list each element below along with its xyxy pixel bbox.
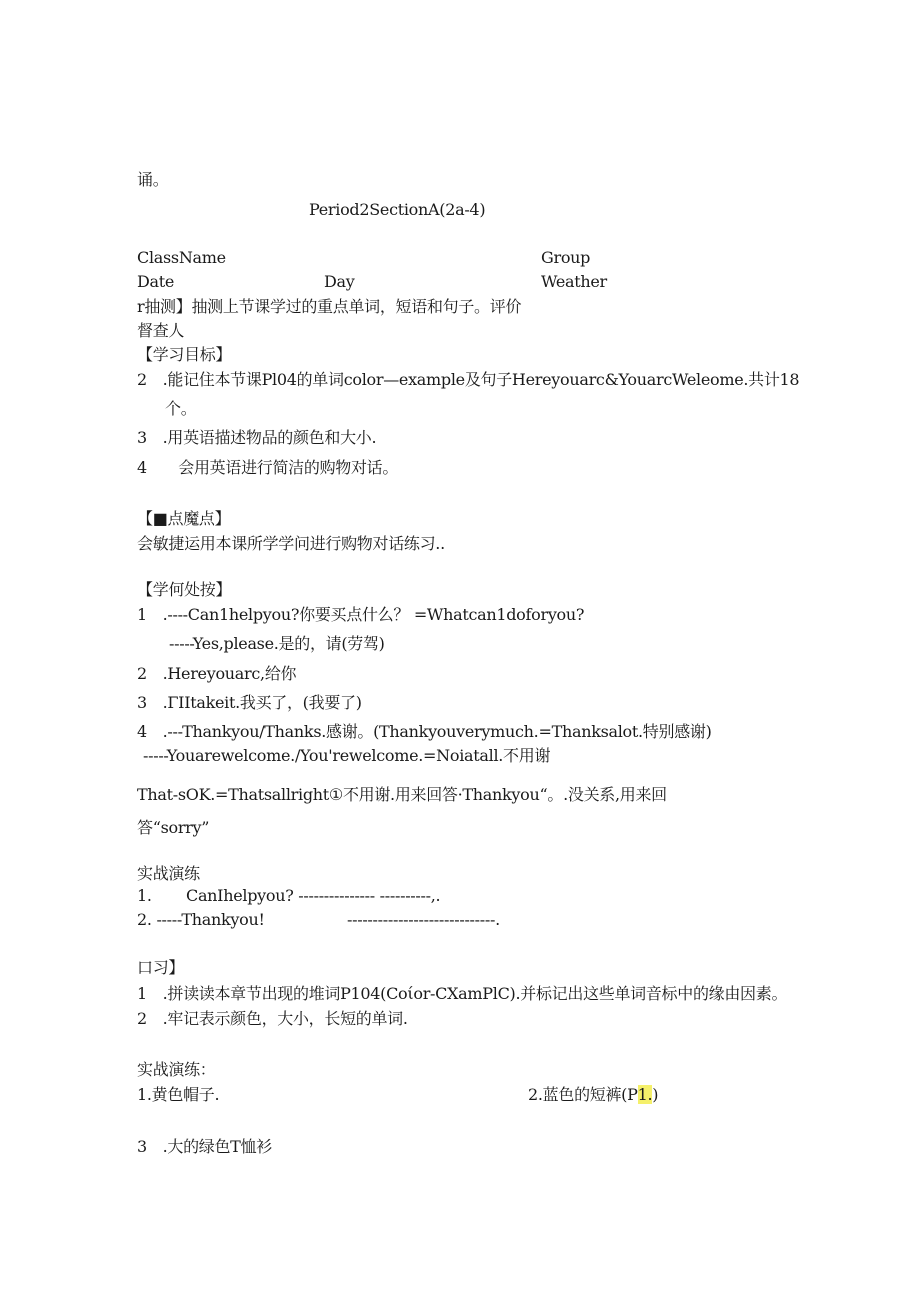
class-name-label: ClassName [137,248,226,267]
knowledge-4-line-a: 4 .---Thankyou/Thanks.感谢。(Thankyouverymuch.=Thanksalot.特别感谢) [137,722,712,741]
day-label: Day [324,272,355,291]
group-label: Group [541,248,591,267]
highlighted-text: 1. [637,1085,653,1104]
practice-2-blank: -----------------------------. [347,910,500,929]
practice-1-heading: 实战演练 [137,864,200,883]
exercise-2-close: ) [652,1085,659,1104]
goals-heading: 【学习目标】 [137,345,232,364]
key-points-heading: 【■点魔点】 [137,509,231,528]
weather-label: Weather [541,272,607,291]
knowledge-3: 3 .ΓIItakeit.我买了，(我要了) [137,693,362,712]
knowledge-1-line-b: -----Yes,please.是的，请(劳驾) [169,634,385,653]
date-label: Date [137,272,175,291]
exercise-3: 3 .大的绿色T恤衫 [137,1137,272,1156]
knowledge-5-line-b: 答“sorry” [137,818,210,837]
knowledge-4-line-b: -----Youarewelcome./You'rewelcome.=Noiatall.不用谢 [143,746,551,765]
check-line-1: r抽测】抽测上节课学过的重点单词，短语和句子。评价 [137,297,522,316]
knowledge-1-line-a: 1 .----Can1helpyou?你要买点什么？ =Whatcan1doforyou? [137,605,585,624]
practice-1-number: 1. [137,886,152,905]
goal-2-line-b: 个。 [165,399,197,418]
review-heading: 口习】 [137,958,185,977]
practice-2-heading: 实战演练： [137,1060,216,1079]
exercise-2-text: 2.蓝色的短裤(P [528,1085,638,1104]
knowledge-2: 2 .Hereyouarc,给你 [137,664,297,683]
check-line-2: 督查人 [137,321,185,340]
exercise-1: 1.黄色帽子. [137,1085,220,1104]
knowledge-5-line-a: That-sOK.=Thatsallright①不用谢.用来回答·Thankyou“。.没关系,用来回 [137,785,667,804]
key-points-text: 会敏捷运用本课所学学问进行购物对话练习.. [137,534,445,553]
practice-2-text: 2. -----Thankyou! [137,910,265,929]
goal-4: 4 会用英语进行简洁的购物对话。 [137,458,399,477]
recite-end-text: 诵。 [137,170,169,189]
practice-1-text: CanIhelpyou? --------------- ----------,. [186,886,441,905]
knowledge-heading: 【学何处按】 [137,580,232,599]
review-2: 2 .牢记表示颜色，大小，长短的单词. [137,1009,408,1028]
period-title: Period2SectionA(2a-4) [309,200,486,219]
goal-3: 3 .用英语描述物品的颜色和大小. [137,428,377,447]
exercise-2 [528,1085,658,1105]
goal-2-line-a: 2 .能记住本节课Pl04的单词color—example及句子Hereyouarc&YouarcWeleome.共计18 [137,370,800,389]
review-1: 1 .拼读读本章节出现的堆词P104(Coίor-CXamPlC).并标记出这些单词音标中的缘由因素。 [137,984,788,1003]
